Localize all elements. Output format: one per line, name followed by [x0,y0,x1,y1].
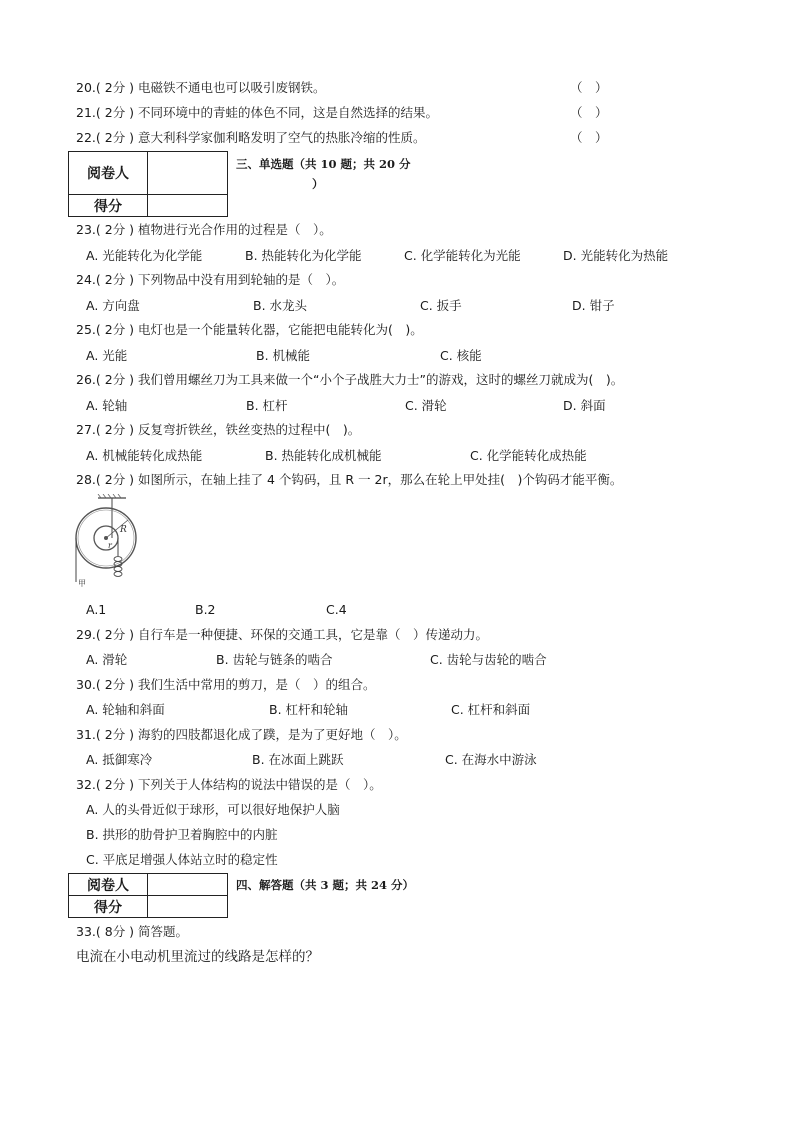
option-27-c[interactable]: C. 化学能转化成热能 [470,448,587,463]
question-27: 27.( 2分 ) 反复弯折铁丝，铁丝变热的过程中( )。 [76,422,361,437]
option-23-b[interactable]: B. 热能转化为化学能 [245,248,362,263]
option-23-c[interactable]: C. 化学能转化为光能 [404,248,521,263]
wheel-axle-figure [70,494,144,592]
option-27-b[interactable]: B. 热能转化成机械能 [265,448,382,463]
option-26-c[interactable]: C. 滑轮 [405,398,447,413]
score-cell[interactable] [148,195,228,217]
radius-r-label: r [108,541,112,550]
question-33: 33.( 8分 ) 简答题。 [76,924,189,939]
option-29-b[interactable]: B. 齿轮与链条的啮合 [216,652,333,667]
question-28: 28.( 2分 ) 如图所示，在轴上挂了 4 个钩码，且 R 一 2r，那么在轮上甲处挂( )个钩码才能平衡。 [76,472,623,487]
option-24-b[interactable]: B. 水龙头 [253,298,308,313]
reviewer-label-2: 阅卷人 [69,874,148,896]
option-25-b[interactable]: B. 机械能 [256,348,311,363]
question-33-prompt: 电流在小电动机里流过的线路是怎样的？ [76,949,319,965]
option-30-a[interactable]: A. 轮轴和斜面 [86,702,165,717]
question-31: 31.( 2分 ) 海豹的四肢都退化成了蹼，是为了更好地（ ）。 [76,727,407,742]
option-32-b[interactable]: B. 拱形的肋骨护卫着胸腔中的内脏 [86,827,278,842]
option-30-c[interactable]: C. 杠杆和斜面 [451,702,531,717]
answer-blank-22[interactable]: （ ） [570,130,608,145]
option-29-c[interactable]: C. 齿轮与齿轮的啮合 [430,652,547,667]
question-32: 32.( 2分 ) 下列关于人体结构的说法中错误的是（ ）。 [76,777,382,792]
option-31-c[interactable]: C. 在海水中游泳 [445,752,537,767]
option-28-b[interactable]: B.2 [195,602,216,617]
question-25: 25.( 2分 ) 电灯也是一个能量转化器，它能把电能转化为( )。 [76,322,423,337]
score-label: 得分 [69,195,148,217]
option-32-c[interactable]: C. 平底足增强人体站立时的稳定性 [86,852,278,867]
option-29-a[interactable]: A. 滑轮 [86,652,128,667]
option-24-d[interactable]: D. 钳子 [572,298,615,313]
question-30: 30.( 2分 ) 我们生活中常用的剪刀，是（ ）的组合。 [76,677,376,692]
grading-box [68,151,228,217]
option-25-c[interactable]: C. 核能 [440,348,482,363]
option-23-d[interactable]: D. 光能转化为热能 [563,248,669,263]
answer-blank-20[interactable]: （ ） [570,80,608,95]
question-23: 23.( 2分 ) 植物进行光合作用的过程是（ ）。 [76,222,332,237]
option-31-b[interactable]: B. 在冰面上跳跃 [252,752,344,767]
option-26-b[interactable]: B. 杠杆 [246,398,288,413]
jia-label: 甲 [78,579,86,588]
option-31-a[interactable]: A. 抵御寒冷 [86,752,153,767]
option-25-a[interactable]: A. 光能 [86,348,128,363]
reviewer-label: 阅卷人 [69,152,148,195]
reviewer-cell[interactable] [148,152,228,195]
radius-R-label: R [120,525,127,535]
option-24-a[interactable]: A. 方向盘 [86,298,140,313]
option-30-b[interactable]: B. 杠杆和轮轴 [269,702,349,717]
question-21: 21.( 2分 ) 不同环境中的青蛙的体色不同，这是自然选择的结果。 [76,105,439,120]
score-cell-2[interactable] [148,896,228,918]
option-26-a[interactable]: A. 轮轴 [86,398,128,413]
reviewer-cell-2[interactable] [148,874,228,896]
option-26-d[interactable]: D. 斜面 [563,398,606,413]
grading-box-2 [68,873,228,918]
question-29: 29.( 2分 ) 自行车是一种便捷、环保的交通工具，它是靠（ ）传递动力。 [76,627,489,642]
section-3-title: 三、单选题（共 10 题；共 20 分 [236,157,411,171]
option-24-c[interactable]: C. 扳手 [420,298,462,313]
option-32-a[interactable]: A. 人的头骨近似于球形，可以很好地保护人脑 [86,802,340,817]
question-20: 20.( 2分 ) 电磁铁不通电也可以吸引废钢铁。 [76,80,326,95]
question-22: 22.( 2分 ) 意大利科学家伽利略发明了空气的热胀冷缩的性质。 [76,130,426,145]
option-28-a[interactable]: A.1 [86,602,107,617]
option-28-c[interactable]: C.4 [326,602,347,617]
answer-blank-21[interactable]: （ ） [570,105,608,120]
option-23-a[interactable]: A. 光能转化为化学能 [86,248,203,263]
section-3-title-end: ） [312,177,324,191]
score-label-2: 得分 [69,896,148,918]
question-26: 26.( 2分 ) 我们曾用螺丝刀为工具来做一个“小个子战胜大力士”的游戏，这时的螺丝刀就成为( )。 [76,372,624,387]
question-24: 24.( 2分 ) 下列物品中没有用到轮轴的是（ ）。 [76,272,345,287]
section-4-title: 四、解答题（共 3 题；共 24 分） [236,878,415,892]
option-27-a[interactable]: A. 机械能转化成热能 [86,448,203,463]
